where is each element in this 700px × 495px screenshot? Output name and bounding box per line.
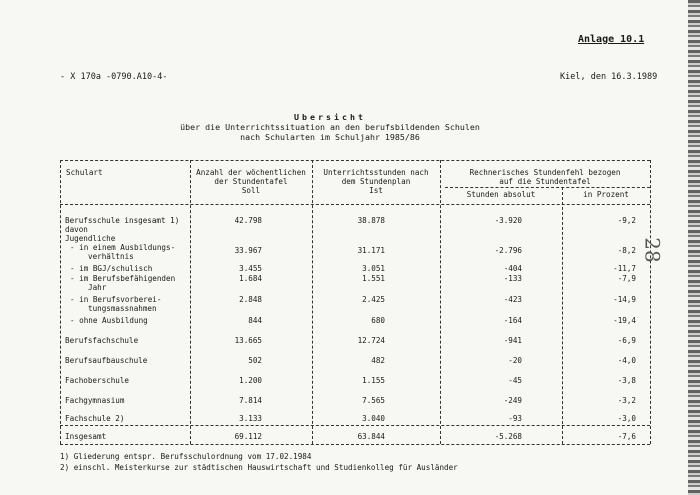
header-soll-1: Anzahl der wöchentlichen [196, 168, 306, 177]
row-label: - im BGJ/schulisch [70, 264, 153, 273]
cell-ist: 12.724 [357, 336, 385, 345]
document-subtitle-2: nach Schularten im Schuljahr 1985/86 [240, 132, 420, 142]
row-label: Fachgymnasium [65, 396, 125, 405]
header-soll-3: Soll [241, 186, 261, 195]
col-rule-2 [312, 160, 313, 444]
cell-absolute: -3.920 [494, 216, 522, 225]
document-title: Ubersicht [294, 112, 366, 122]
row-label: Fachoberschule [65, 376, 130, 385]
row-label: - in Berufsvorberei- [70, 295, 162, 304]
cell-percent: -3,2 [617, 396, 636, 405]
cell-ist: 3.040 [362, 414, 385, 423]
col-rule-0 [60, 160, 61, 444]
cell-soll: 13.665 [234, 336, 262, 345]
row-label-total: Insgesamt [65, 432, 107, 441]
header-deficit-1: Rechnerisches Stundenfehl bezogen [469, 168, 621, 177]
row-label: Fachschule 2) [65, 414, 125, 423]
cell-absolute: -133 [503, 274, 522, 283]
header-ist-1: Unterrichtsstunden nach [323, 168, 429, 177]
row-label: - im Berufsbefähigenden [70, 274, 176, 283]
table-bottom-rule [60, 444, 650, 445]
col-rule-1 [190, 160, 191, 444]
cell-absolute: -423 [503, 295, 522, 304]
cell-soll: 7.814 [239, 396, 262, 405]
cell-ist: 680 [371, 316, 385, 325]
cell-absolute: -164 [503, 316, 522, 325]
cell-percent: -6,9 [617, 336, 636, 345]
cell-soll: 3.133 [239, 414, 262, 423]
cell-soll: 502 [248, 356, 262, 365]
scan-edge-artifact [688, 0, 700, 495]
row-label: Berufsfachschule [65, 336, 139, 345]
header-percent: in Prozent [583, 190, 629, 199]
cell-ist: 1.551 [362, 274, 385, 283]
cell-absolute: -45 [508, 376, 522, 385]
cell-absolute: -20 [508, 356, 522, 365]
cell-percent: -9,2 [617, 216, 636, 225]
row-label: tungsmassnahmen [88, 304, 157, 313]
cell-soll-total: 69.112 [234, 432, 262, 441]
row-label: - ohne Ausbildung [70, 316, 148, 325]
header-ist-2: dem Stundenplan [341, 177, 411, 186]
cell-absolute-total: -5.268 [494, 432, 522, 441]
place-date: Kiel, den 16.3.1989 [560, 72, 658, 82]
cell-absolute: -93 [508, 414, 522, 423]
cell-absolute: -404 [503, 264, 522, 273]
row-label: - in einem Ausbildungs- [70, 243, 176, 252]
header-deficit-2: auf die Stundentafel [499, 177, 591, 186]
file-reference: - X 170a -0790.A10-4- [60, 72, 168, 82]
cell-ist: 482 [371, 356, 385, 365]
row-label: Berufsaufbauschule [65, 356, 148, 365]
row-label: Jugendliche [65, 234, 116, 243]
annex-label: Anlage 10.1 [578, 34, 645, 45]
cell-percent: -19,4 [613, 316, 636, 325]
cell-soll: 33.967 [234, 246, 262, 255]
cell-percent-total: -7,6 [617, 432, 636, 441]
footnote-2: 2) einschl. Meisterkurse zur städtischen Hauswirtschaft und Studienkolleg für Ausländer [60, 463, 458, 472]
cell-soll: 3.455 [239, 264, 262, 273]
row-label: Berufsschule insgesamt 1) [65, 216, 180, 225]
cell-ist: 38.878 [357, 216, 385, 225]
cell-percent: -14,9 [613, 295, 636, 304]
row-label: Jahr [88, 283, 107, 292]
cell-percent: -3,0 [617, 414, 636, 423]
header-schulart: Schulart [66, 168, 103, 177]
table-top-rule [60, 160, 650, 161]
cell-soll: 42.798 [234, 216, 262, 225]
cell-ist: 31.171 [357, 246, 385, 255]
header-soll-2: der Stundentafel [214, 177, 288, 186]
handwritten-page-number: 28 [640, 237, 665, 263]
col-rule-4 [562, 187, 563, 444]
document-subtitle-1: über die Unterrichtssituation an den berufsbildenden Schulen [180, 122, 480, 132]
row-label: verhältnis [88, 252, 134, 261]
cell-soll: 844 [248, 316, 262, 325]
cell-percent: -11,7 [613, 264, 636, 273]
deficit-subrule [445, 187, 650, 188]
row-label: davon [65, 225, 88, 234]
cell-ist: 7.565 [362, 396, 385, 405]
cell-percent: -7,9 [617, 274, 636, 283]
cell-percent: -3,8 [617, 376, 636, 385]
footnote-1: 1) Gliederung entspr. Berufsschulordnung vom 17.02.1984 [60, 452, 312, 461]
header-absolute: Stunden absolut [466, 190, 536, 199]
cell-soll: 2.848 [239, 295, 262, 304]
cell-absolute: -249 [503, 396, 522, 405]
cell-soll: 1.200 [239, 376, 262, 385]
col-rule-3 [440, 160, 441, 444]
cell-ist-total: 63.844 [357, 432, 385, 441]
header-ist-3: Ist [369, 186, 383, 195]
cell-percent: -4,0 [617, 356, 636, 365]
cell-absolute: -2.796 [494, 246, 522, 255]
cell-soll: 1.684 [239, 274, 262, 283]
cell-ist: 2.425 [362, 295, 385, 304]
cell-ist: 1.155 [362, 376, 385, 385]
cell-ist: 3.051 [362, 264, 385, 273]
cell-absolute: -941 [503, 336, 522, 345]
cell-percent: -8,2 [617, 246, 636, 255]
col-rule-5 [650, 160, 651, 444]
